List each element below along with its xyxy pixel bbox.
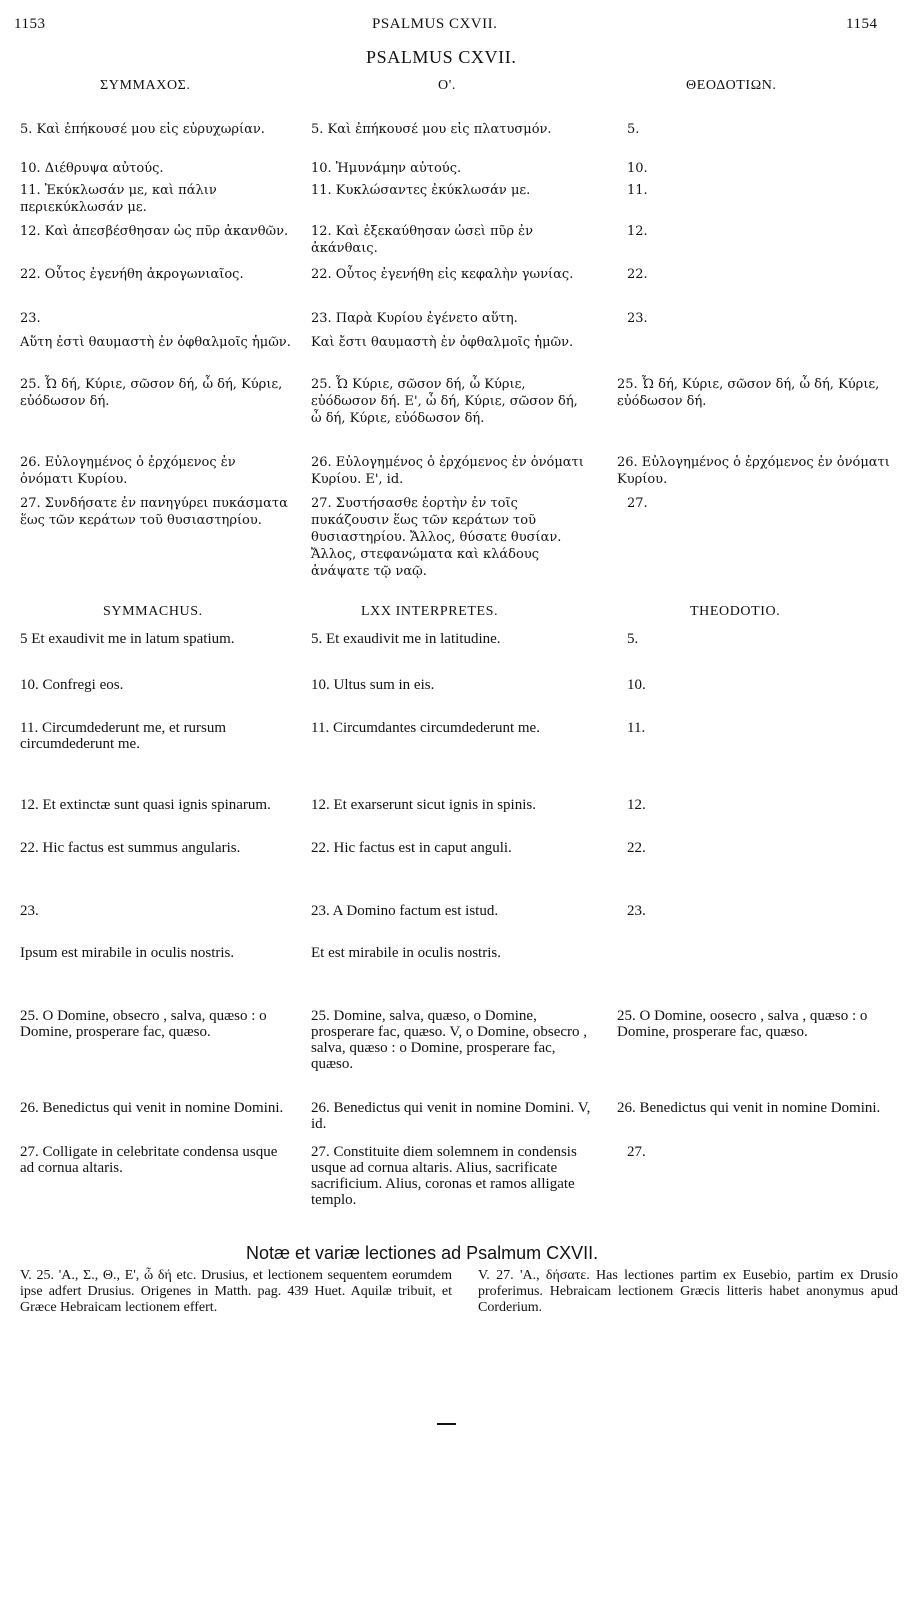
latin-symmachus-v10: 10. Confregi eos.	[20, 677, 124, 693]
greek-symmachus-v26: 26. Εὐλογημένος ὁ ἐρχόμενος ἐν ὀνόματι Κυρίου.	[20, 455, 236, 487]
greek-theodotion-v10: 10.	[627, 161, 648, 176]
latin-theodotion-v26: 26. Benedictus qui venit in nomine Domini.	[617, 1100, 881, 1116]
greek-theodotion-v26: 26. Εὐλογημένος ὁ ἐρχόμενος ἐν ὀνόματι Κυρίου.	[617, 455, 890, 487]
latin-header-symmachus: SYMMACHUS.	[103, 604, 203, 619]
note-right: V. 27. 'A., δήσατε. Has lectiones partim ex Eusebio, partim ex Drusio proferimus. Hebraicam lectionem Græcis litteris habet anonymus apud Corderium.	[478, 1268, 898, 1315]
latin-lxx-v10: 10. Ultus sum in eis.	[311, 677, 435, 693]
greek-symmachus-v25: 25. Ὦ δή, Κύριε, σῶσον δή, ὦ δή, Κύριε, εὐόδωσον δή.	[20, 377, 283, 409]
latin-theodotion-v11: 11.	[627, 720, 646, 736]
greek-symmachus-v23b: Αὕτη ἐστὶ θαυμαστὴ ἐν ὀφθαλμοῖς ἡμῶν.	[20, 335, 291, 350]
greek-lxx-v27: 27. Συστήσασθε ἑορτὴν ἐν τοῖς πυκάζουσιν ἕως τῶν κεράτων τοῦ θυσιαστηρίου. Ἄλλος, θύσατε θυσίαν. Ἄλλος, στεφανώματα καὶ κλάδους ἀνάψατε τῷ ναῷ.	[311, 496, 562, 579]
greek-header-theodotion: ΘΕΟΔΟΤΙΩΝ.	[686, 78, 777, 93]
greek-lxx-v26: 26. Εὐλογημένος ὁ ἐρχόμενος ἐν ὀνόματι Κυρίου. Ε', id.	[311, 455, 584, 487]
greek-theodotion-v11: 11.	[627, 183, 648, 198]
greek-symmachus-v22: 22. Οὗτος ἐγενήθη ἀκρογωνιαῖος.	[20, 267, 244, 282]
greek-symmachus-v10: 10. Διέθρυψα αὐτούς.	[20, 161, 164, 176]
latin-header-septuagint: LXX INTERPRETES.	[361, 604, 499, 619]
latin-symmachus-v23: 23.	[20, 903, 39, 919]
latin-theodotion-v12: 12.	[627, 797, 646, 813]
page-title: PSALMUS CXVII.	[366, 47, 517, 67]
latin-symmachus-v25: 25. O Domine, obsecro , salva, quæso : o Domine, prosperare fac, quæso.	[20, 1008, 267, 1040]
latin-theodotion-v10: 10.	[627, 677, 646, 693]
greek-symmachus-v5: 5. Καὶ ἐπήκουσέ μου εἰς εὐρυχωρίαν.	[20, 122, 265, 137]
latin-lxx-v27: 27. Constituite diem solemnem in condensis usque ad cornua altaris. Alius, sacrificate sacrificium. Alius, coronas et ramos alligate templo.	[311, 1144, 577, 1208]
latin-symmachus-v5: 5 Et exaudivit me in latum spatium.	[20, 631, 235, 647]
latin-lxx-v23: 23. A Domino factum est istud.	[311, 903, 499, 919]
latin-symmachus-v27: 27. Colligate in celebritate condensa usque ad cornua altaris.	[20, 1144, 278, 1176]
page-number-left: 1153	[14, 16, 46, 32]
latin-theodotion-v5: 5.	[627, 631, 639, 647]
greek-theodotion-v23: 23.	[627, 311, 648, 326]
latin-symmachus-v11: 11. Circumdederunt me, et rursum circumdederunt me.	[20, 720, 227, 752]
greek-lxx-v12: 12. Καὶ ἐξεκαύθησαν ὡσεὶ πῦρ ἐν ἀκάνθαις.	[311, 224, 534, 256]
greek-header-symmachus: ΣΥΜΜΑΧΟΣ.	[100, 78, 191, 93]
latin-theodotion-v22: 22.	[627, 840, 646, 856]
greek-header-septuagint: Ο'.	[438, 78, 456, 93]
latin-symmachus-v26: 26. Benedictus qui venit in nomine Domini.	[20, 1100, 284, 1116]
greek-theodotion-v27: 27.	[627, 496, 648, 511]
greek-theodotion-v22: 22.	[627, 267, 648, 282]
greek-lxx-v10: 10. Ἠμυνάμην αὐτούς.	[311, 161, 462, 176]
greek-lxx-v23: 23. Παρὰ Κυρίου ἐγένετο αὕτη.	[311, 311, 518, 326]
latin-lxx-v12: 12. Et exarserunt sicut ignis in spinis.	[311, 797, 536, 813]
greek-theodotion-v12: 12.	[627, 224, 648, 239]
notes-heading: Notæ et variæ lectiones ad Psalmum CXVII.	[246, 1243, 599, 1263]
page-number-right: 1154	[846, 16, 878, 32]
greek-theodotion-v5: 5.	[627, 122, 640, 137]
greek-lxx-v11: 11. Κυκλώσαντες ἐκύκλωσάν με.	[311, 183, 531, 198]
latin-symmachus-v23b: Ipsum est mirabile in oculis nostris.	[20, 945, 235, 961]
greek-lxx-v25: 25. Ὦ Κύριε, σῶσον δή, ὦ Κύριε, εὐόδωσον δή. Ε', ὦ δή, Κύριε, σῶσον δή, ὦ δή, Κύριε, εὐόδωσον δή.	[311, 377, 578, 426]
latin-lxx-v22: 22. Hic factus est in caput anguli.	[311, 840, 512, 856]
greek-lxx-v5: 5. Καὶ ἐπήκουσέ μου εἰς πλατυσμόν.	[311, 122, 552, 137]
greek-symmachus-v23: 23.	[20, 311, 41, 326]
greek-symmachus-v11: 11. Ἐκύκλωσάν με, καὶ πάλιν περιεκύκλωσάν με.	[20, 183, 217, 215]
greek-theodotion-v25: 25. Ὦ δή, Κύριε, σῶσον δή, ὦ δή, Κύριε, εὐόδωσον δή.	[617, 377, 880, 409]
latin-theodotion-v27: 27.	[627, 1144, 646, 1160]
latin-lxx-v25: 25. Domine, salva, quæso, o Domine, prosperare fac, quæso. V, o Domine, obsecro , salva, quæso : o Domine, prosperare fac, quæso.	[311, 1008, 588, 1072]
latin-lxx-v11: 11. Circumdantes circumdederunt me.	[311, 720, 540, 736]
latin-theodotion-v23: 23.	[627, 903, 646, 919]
greek-symmachus-v27: 27. Συνδήσατε ἐν πανηγύρει πυκάσματα ἕως τῶν κεράτων τοῦ θυσιαστηρίου.	[20, 496, 288, 528]
latin-symmachus-v12: 12. Et extinctæ sunt quasi ignis spinarum.	[20, 797, 271, 813]
latin-lxx-v5: 5. Et exaudivit me in latitudine.	[311, 631, 501, 647]
latin-lxx-v26: 26. Benedictus qui venit in nomine Domini. V, id.	[311, 1100, 591, 1132]
greek-lxx-v23b: Καὶ ἔστι θαυμαστὴ ἐν ὀφθαλμοῖς ἡμῶν.	[311, 335, 574, 350]
end-rule	[437, 1423, 456, 1425]
greek-symmachus-v12: 12. Καὶ ἀπεσβέσθησαν ὡς πῦρ ἀκανθῶν.	[20, 224, 289, 239]
latin-symmachus-v22: 22. Hic factus est summus angularis.	[20, 840, 241, 856]
latin-header-theodotion: THEODOTIO.	[690, 604, 781, 619]
latin-theodotion-v25: 25. O Domine, oosecro , salva , quæso : o Domine, prosperare fac, quæso.	[617, 1008, 868, 1040]
running-title: PSALMUS CXVII.	[372, 16, 498, 32]
note-left: V. 25. 'A., Σ., Θ., E', ὦ δή etc. Drusius, et lectionem sequentem eorumdem ipse adfert Drusius. Origenes in Matth. pag. 439 Huet. Aquilæ tribuit, et Græce Hebraicam lectionem effert.	[20, 1268, 452, 1315]
greek-lxx-v22: 22. Οὗτος ἐγενήθη εἰς κεφαλὴν γωνίας.	[311, 267, 574, 282]
latin-lxx-v23b: Et est mirabile in oculis nostris.	[311, 945, 501, 961]
